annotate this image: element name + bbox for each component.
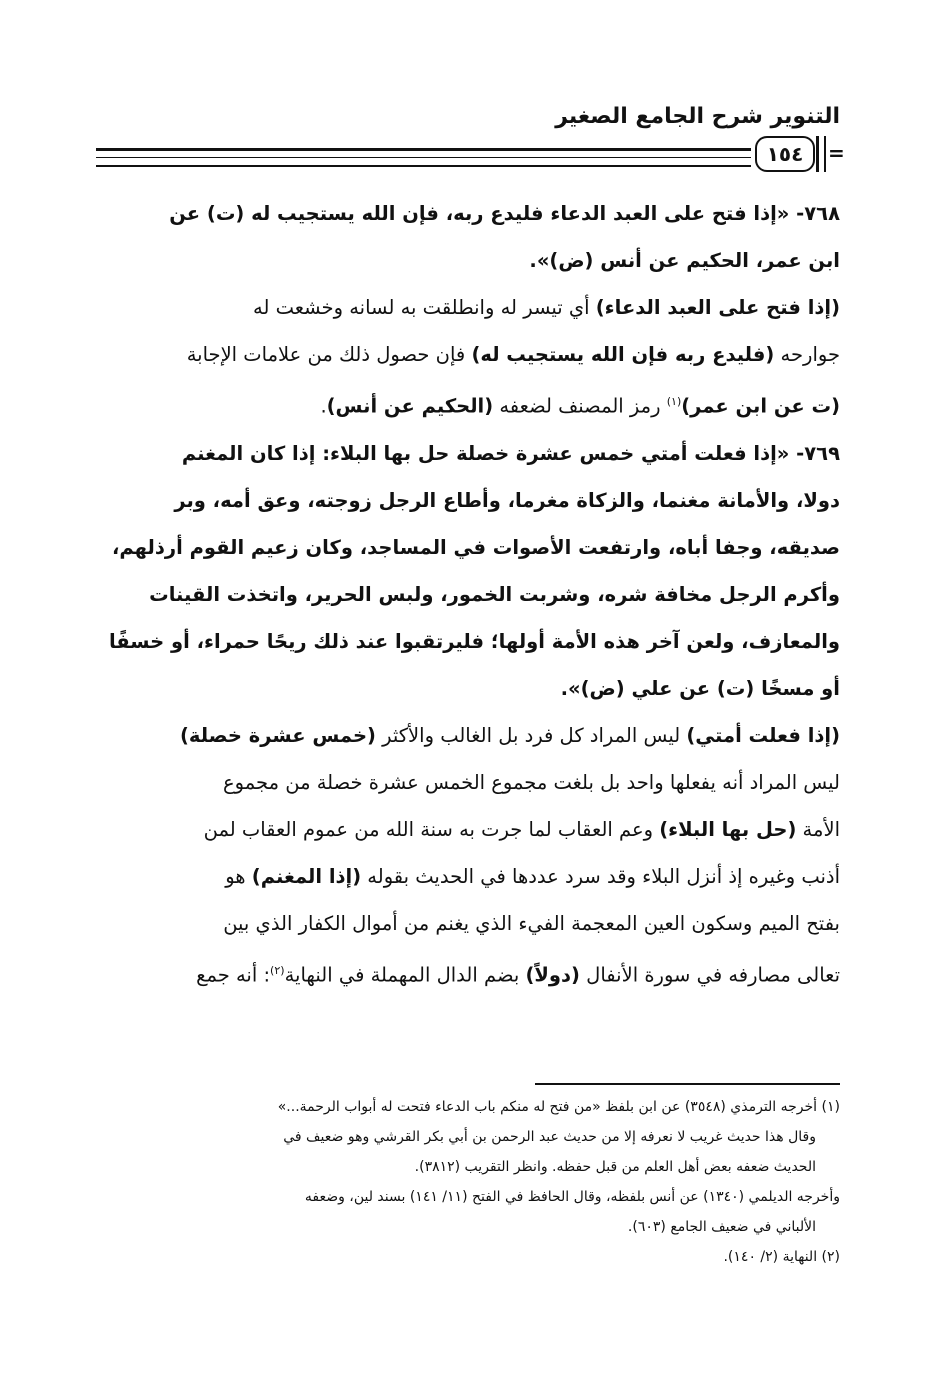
hadith-769-line-2: دولا، والأمانة مغنما، والزكاة مغرما، وأطاع الرجل زوجته، وعق أمه، وبر [174,488,840,512]
commentary-768-line-2: جوارحه (فليدع ربه فإن الله يستجيب له) فإن حصول ذلك من علامات الإجابة [186,343,840,366]
header-rule-bottom [96,165,751,167]
hadith-769-line-3: صديقه، وجفا أباه، وارتفعت الأصوات في المساجد، وكان زعيم القوم أرذلهم، [111,535,840,559]
footnote-1-line-5: الألباني في ضعيف الجامع (٦٠٣). [627,1219,816,1235]
header-rule-thin [96,157,751,158]
commentary-769-line-2: ليس المراد أنه يفعلها واحد بل بلغت مجموع الخمس عشرة خصلة من مجموع [223,770,840,794]
footnote-ref-1[interactable]: (١) [666,395,682,408]
commentary-768-line-3: (ت عن ابن عمر)$^{(١)}$ رمز المصنف لضعفه (الحكيم عن أنس). [320,394,840,418]
hadith-768-line-1: ٧٦٨- «إذا فتح على العبد الدعاء فليدع ربه، فإن الله يستجيب له (ت) عن [169,202,840,225]
footnote-1-line-1: (١) أخرجه الترمذي (٣٥٤٨) عن ابن بلفظ «من فتح له منكم باب الدعاء فتحت له أبواب الرحمة...» [277,1099,840,1115]
running-header-title: التنوير شرح الجامع الصغير [555,104,840,129]
footnote-1-line-2: وقال هذا حديث غريب لا نعرفه إلا من حديث عبد الرحمن بن أبي بكر القرشي وهو ضعيف في [283,1129,816,1145]
page-number-ornament: = [828,141,845,165]
commentary-769-line-3: الأمة (حل بها البلاء) وعم العقاب لما جرت به سنة الله من عموم العقاب لمن [203,817,840,841]
footnote-1-line-3: الحديث ضعفه بعض أهل العلم من قبل حفظه. وانظر التقريب (٣٨١٢). [414,1159,816,1175]
hadith-769-line-6: أو مسخًا (ت) عن علي (ض)». [560,676,840,700]
hadith-769-line-1: ٧٦٩- «إذا فعلت أمتي خمس عشرة خصلة حل بها البلاء: إذا كان المغنم [181,441,840,465]
commentary-769-line-5: بفتح الميم وسكون العين المعجمة الفيء الذي يغنم من أموال الكفار الذي بين [223,911,840,935]
hadith-768-line-2: ابن عمر، الحكيم عن أنس (ض)». [529,249,840,272]
footnote-separator [535,1083,840,1085]
hadith-769-line-5: والمعازف، ولعن آخر هذه الأمة أولها؛ فليرتقبوا عند ذلك ريحًا حمراء، أو خسفًا [108,629,840,653]
commentary-768-line-1: (إذا فتح على العبد الدعاء) أي تيسر له وانطلقت به لسانه وخشعت له [253,296,840,319]
footnote-2: (٢) النهاية (٢/ ١٤٠). [723,1249,840,1265]
footnotes [96,1092,840,1272]
main-text [96,190,840,998]
commentary-769-line-1: (إذا فعلت أمتي) ليس المراد كل فرد بل الغالب والأكثر (خمس عشرة خصلة) [179,723,840,747]
footnote-ref-2[interactable]: (٢) [270,963,285,977]
commentary-769-line-6: تعالى مصارفه في سورة الأنفال (دولاً) بضم الدال المهملة في النهاية$^{(٢)}$: أنه جمع [196,963,840,986]
header-rule-thick [96,148,751,151]
commentary-769-line-4: أذنب وغيره إذ أنزل البلاء وقد سرد عددها في الحديث بقوله (إذا المغنم) هو [225,864,840,888]
footnote-1-line-4: وأخرجه الديلمي (١٣٤٠) عن أنس بلفظه، وقال الحافظ في الفتح (١١/ ١٤١) بسند لين، وضعفه [304,1189,840,1205]
hadith-769-line-4: وأكرم الرجل مخافة شره، وشربت الخمور، ولبس الحرير، واتخذت القينات [149,582,840,606]
page-number-bracket [816,136,826,172]
page-number: ١٥٤ [755,136,815,172]
